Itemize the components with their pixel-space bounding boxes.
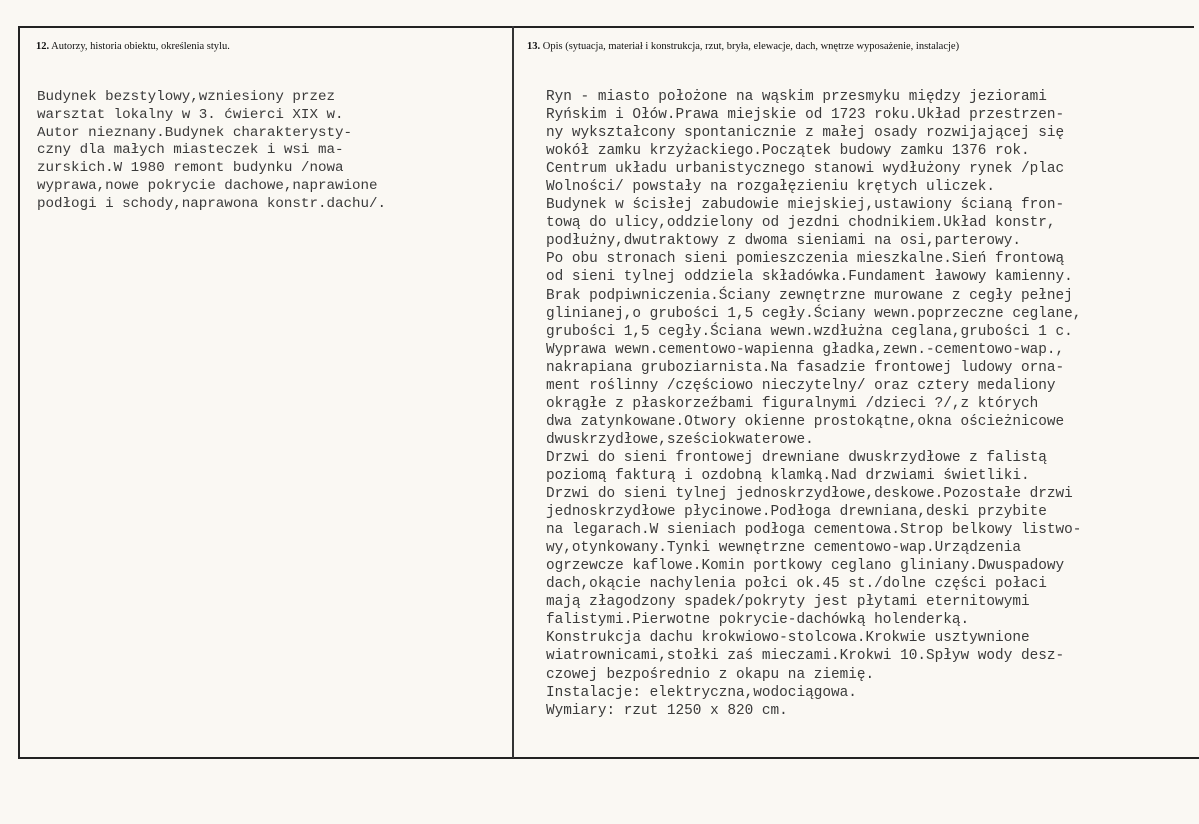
- typed-line: tową do ulicy,oddzielony od jezdni chodnikiem.Układ konstr,: [546, 215, 1056, 232]
- typed-line: falistymi.Pierwotne pokrycie-dachówką holenderką.: [546, 612, 970, 629]
- typed-line: Wolności/ powstały na rozgałęzieniu krętych uliczek.: [546, 179, 996, 196]
- typed-line: podłużny,dwutraktowy z dwoma sieniami na osi,parterowy.: [546, 233, 1021, 250]
- typed-line: Instalacje: elektryczna,wodociągowa.: [546, 684, 857, 701]
- section-12-header: [36, 41, 230, 52]
- typed-line: jednoskrzydłowe płycinowe.Podłoga drewniana,deski przybite: [546, 504, 1047, 521]
- section-12-typed-text: [37, 89, 386, 214]
- section-13-typed-text: [546, 88, 1081, 720]
- frame-top-rule: [18, 26, 1194, 28]
- typed-line: Budynek w ścisłej zabudowie miejskiej,ustawiony ścianą fron-: [546, 197, 1065, 214]
- typed-line: wy,otynkowany.Tynki wewnętrzne cementowo-wap.Urządzenia: [546, 540, 1021, 557]
- typed-line: ogrzewcze kaflowe.Komin portkowy ceglano gliniany.Dwuspadowy: [546, 558, 1065, 575]
- typed-line: grubości 1,5 cegły.Ściana wewn.wzdłużna ceglana,grubości 1 c.: [546, 323, 1073, 340]
- typed-line: na legarach.W sieniach podłoga cementowa.Strop belkowy listwo-: [546, 522, 1082, 539]
- typed-line: Budynek bezstylowy,wzniesiony przez: [37, 89, 335, 105]
- typed-line: Ryn - miasto położone na wąskim przesmyku między jeziorami: [546, 89, 1047, 105]
- typed-line: Ryńskim i Ołów.Prawa miejskie od 1723 roku.Układ przestrzen-: [546, 107, 1065, 124]
- typed-line: czowej bezpośrednio z okapu na ziemię.: [546, 666, 875, 683]
- typed-line: Konstrukcja dachu krokwiowo-stolcowa.Krokwie usztywnione: [546, 630, 1030, 647]
- typed-line: Drzwi do sieni tylnej jednoskrzydłowe,deskowe.Pozostałe drzwi: [546, 486, 1073, 503]
- typed-line: Po obu stronach sieni pomieszczenia mieszkalne.Sień frontową: [546, 251, 1065, 268]
- section-12-title: Autorzy, historia obiektu, określenia stylu.: [51, 41, 230, 52]
- typed-line: poziomą fakturą i ozdobną klamką.Nad drzwiami świetliki.: [546, 467, 1030, 484]
- typed-line: dach,okącie nachylenia połci ok.45 st./dolne części połaci: [546, 576, 1047, 593]
- typed-line: czny dla małych miasteczek i wsi ma-: [37, 142, 344, 159]
- typed-line: Wyprawa wewn.cementowo-wapienna gładka,zewn.-cementowo-wap.,: [546, 341, 1065, 358]
- typed-line: dwuskrzydłowe,sześciokwaterowe.: [546, 431, 814, 448]
- typed-line: glinianej,o grubości 1,5 cegły.Ściany wewn.poprzeczne ceglane,: [546, 305, 1082, 322]
- typed-line: nakrapiana gruboziarnista.Na fasadzie frontowej ludowy orna-: [546, 359, 1065, 376]
- typed-line: od sieni tylnej oddziela składówka.Fundament ławowy kamienny.: [546, 269, 1073, 286]
- frame-bottom-rule: [18, 757, 1199, 759]
- typed-line: Wymiary: rzut 1250 x 820 cm.: [546, 702, 788, 719]
- frame-left-rule: [18, 26, 20, 758]
- typed-line: ment roślinny /częściowo nieczytelny/ oraz cztery medaliony: [546, 377, 1056, 394]
- typed-line: wiatrownicami,stołki zaś mieczami.Krokwi 10.Spływ wody desz-: [546, 648, 1065, 665]
- typed-line: podłogi i schody,naprawona konstr.dachu/.: [37, 195, 387, 212]
- section-12-number: 12.: [36, 41, 50, 52]
- typed-line: Brak podpiwniczenia.Ściany zewnętrzne murowane z cegły pełnej: [546, 287, 1073, 304]
- section-13-number: 13.: [527, 41, 541, 52]
- typed-line: zurskich.W 1980 remont budynku /nowa: [37, 160, 344, 177]
- section-13-header: [527, 41, 959, 52]
- typed-line: dwa zatynkowane.Otwory okienne prostokątne,okna ościeżnicowe: [546, 413, 1065, 430]
- typed-line: mają złagodzony spadek/pokryty jest płytami eternitowymi: [546, 594, 1030, 611]
- typed-line: Centrum układu urbanistycznego stanowi wydłużony rynek /plac: [546, 161, 1065, 178]
- typed-line: okrągłe z płaskorzeźbami figuralnymi /dzieci ?/,z których: [546, 395, 1039, 412]
- typed-line: wokół zamku krzyżackiego.Początek budowy zamku 1376 rok.: [546, 143, 1030, 160]
- typed-line: warsztat lokalny w 3. ćwierci XIX w.: [37, 106, 344, 123]
- section-13-title: Opis (sytuacja, materiał i konstrukcja, rzut, bryła, elewacje, dach, wnętrze wyposażenie, instalacje): [542, 41, 960, 52]
- typed-line: Autor nieznany.Budynek charakterysty-: [37, 124, 353, 141]
- column-divider: [512, 26, 514, 758]
- typed-line: Drzwi do sieni frontowej drewniane dwuskrzydłowe z falistą: [546, 449, 1047, 466]
- typed-line: ny wykształcony spontanicznie z małej osady rozwijającej się: [546, 125, 1065, 142]
- typed-line: wyprawa,nowe pokrycie dachowe,naprawione: [37, 177, 378, 194]
